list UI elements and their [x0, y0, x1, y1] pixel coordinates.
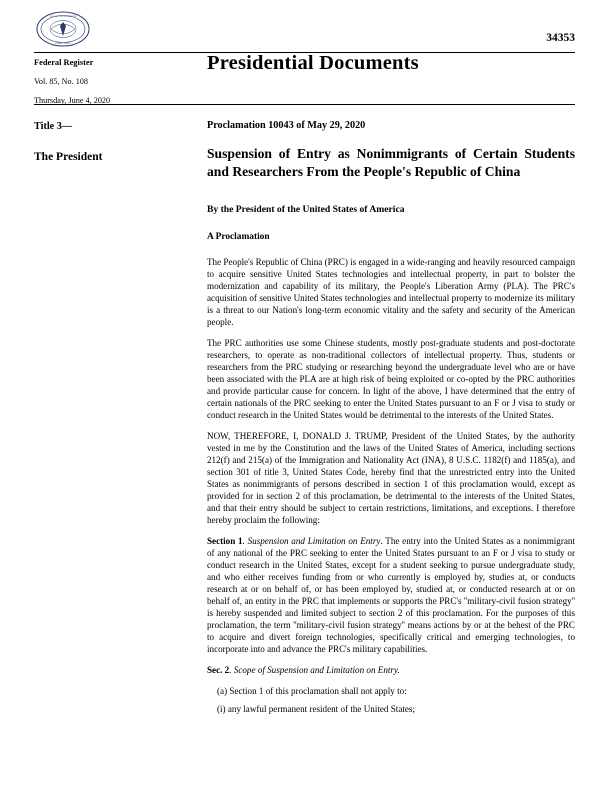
- section-2-paragraph: [207, 664, 575, 676]
- section-2-item-i: (i) any lawful permanent resident of the United States;: [217, 704, 415, 715]
- proclamation-line: Proclamation 10043 of May 29, 2020: [207, 120, 366, 131]
- masthead-title: Presidential Documents: [207, 52, 419, 74]
- title-3-label: Title 3—: [34, 121, 73, 132]
- document-title: Suspension of Entry as Nonimmigrants of Certain Students and Researchers From the People's Republic of China: [207, 146, 575, 179]
- kicker: A Proclamation: [207, 231, 270, 242]
- paragraph-3: NOW, THEREFORE, I, DONALD J. TRUMP, President of the United States, by the authority vested in me by the Constitution and the laws of the United States of America, including sections 212(f) and 215(a) of the Immigration and Nationality Act (INA), 8 U.S.C. 1182(f) and 1185(a), and section 301 of title 3, United States Code, hereby find that the unrestricted entry into the United States as nonimmigrants of persons described in section 1 of this proclamation would, except as provided for in section 2 of this proclamation, be detrimental to the interests of the United States, and that their entry should be subject to certain restrictions, limitations, and exceptions. I therefore hereby proclaim the following:: [207, 431, 575, 526]
- section-2-item-a: (a) Section 1 of this proclamation shall not apply to:: [217, 686, 407, 697]
- federal-register-date: Thursday, June 4, 2020: [34, 96, 111, 106]
- section-2-heading: . Scope of Suspension and Limitation on Entry.: [229, 665, 400, 676]
- section-1-number: Section 1: [207, 536, 243, 547]
- federal-register-block: [34, 58, 184, 105]
- paragraph-2: The PRC authorities use some Chinese students, mostly post-graduate students and post-doctorate researchers, to operate as non-traditional collectors of intellectual property. Thus, students or researchers from the PRC studying or researching beyond the undergraduate level who are or have been associated with the PLA are at high risk of being exploited or co-opted by the PRC authorities and provide particular cause for concern. In light of the above, I have determined that the entry of certain nationals of the PRC seeking to enter the United States pursuant to an F or J visa to study or conduct research in the United States would be detrimental to the interests of the United States.: [207, 338, 575, 421]
- the-president-label: The President: [34, 150, 103, 163]
- section-1-heading: . Suspension and Limitation on Entry: [242, 536, 381, 547]
- federal-register-volume: Vol. 85, No. 108: [34, 77, 88, 87]
- svg-text:UNITED STATES: UNITED STATES: [54, 43, 72, 45]
- byline: By the President of the United States of America: [207, 204, 405, 216]
- section-2-number: Sec. 2: [207, 665, 230, 676]
- page-number: 34353: [546, 32, 575, 44]
- document-content: [207, 119, 575, 721]
- presidential-seal-icon: [35, 10, 91, 48]
- federal-register-name: Federal Register: [34, 58, 94, 67]
- svg-text:SEAL OF THE PRESIDENT: SEAL OF THE PRESIDENT: [50, 16, 76, 18]
- paragraph-1: The People's Republic of China (PRC) is engaged in a wide-ranging and heavily resourced campaign to acquire sensitive United States technologies and intellectual property, in part to bolster the modernization and capability of its military, the People's Liberation Army (PLA). The PRC's acquisition of sensitive United States technologies and intellectual property to modernize its military is a threat to our Nation's long-term economic vitality and the safety and security of the American people.: [207, 257, 575, 328]
- section-1-text: . The entry into the United States as a nonimmigrant of any national of the PRC seeking to enter the United States pursuant to an F or J visa to study or conduct research in the United States, except for a student seeking to pursue undergraduate study, and who either receives funding from or who currently is employed by, studies at, or conducts research at or on behalf of, or has been employed by, studied at, or conducted research at or on behalf of, an entity in the PRC that implements or supports the PRC's ''military-civil fusion strategy'' is hereby suspended and limited subject to section 2 of this proclamation. For the purposes of this proclamation, the term ''military-civil fusion strategy'' means actions by or at the behest of the PRC to acquire and divert foreign technologies, specifically critical and emerging technologies, to incorporate into and advance the PRC's military capabilities.: [207, 536, 575, 655]
- left-column: [34, 120, 184, 165]
- section-1-paragraph: [207, 535, 575, 655]
